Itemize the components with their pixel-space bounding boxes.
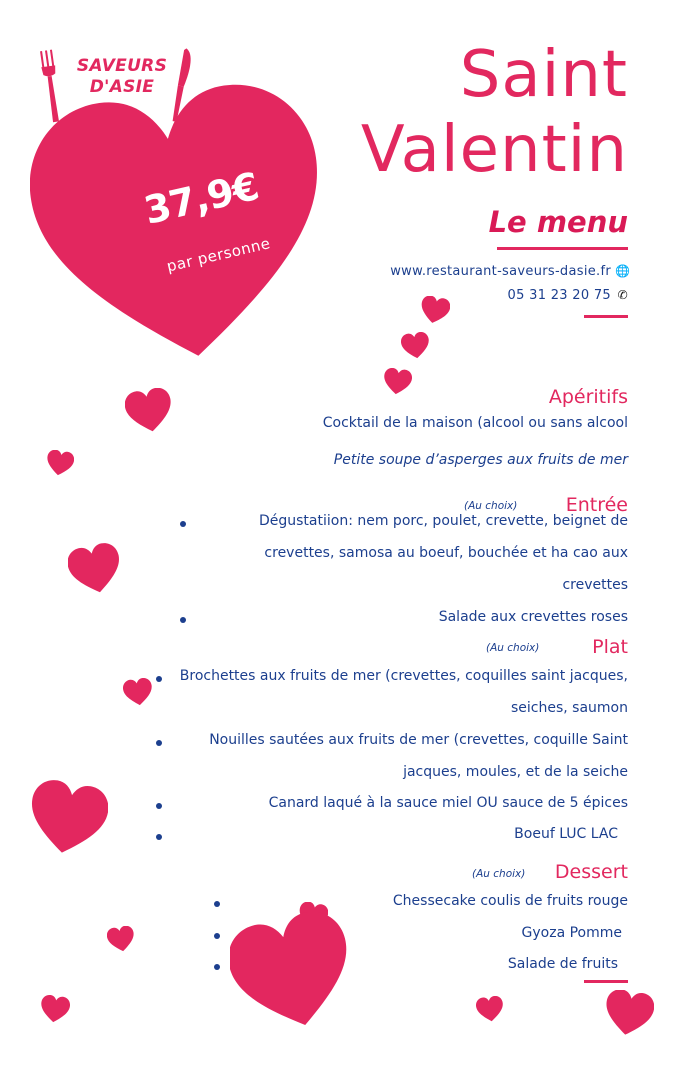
- entree-item-line: Dégustatiion: nem porc, poulet, crevette, beignet de: [258, 513, 628, 529]
- heart-icon: [476, 996, 504, 1022]
- entree-item-line: Salade aux crevettes roses: [438, 609, 628, 625]
- list-bullet: [214, 933, 220, 939]
- aperitif-item: Petite soupe d’asperges aux fruits de mer: [333, 452, 628, 468]
- plat-item-line: Boeuf LUC LAC: [514, 826, 618, 842]
- plat-item-line: Brochettes aux fruits de mer (crevettes, coquilles saint jacques,: [179, 668, 628, 684]
- plat-item-line: jacques, moules, et de la seiche: [403, 764, 628, 780]
- website-text[interactable]: www.restaurant-saveurs-dasie.fr: [390, 264, 611, 279]
- dessert-item-line: Salade de fruits: [507, 956, 618, 972]
- heart-icon: [68, 543, 122, 595]
- title-line-2: Valentin: [360, 113, 628, 187]
- section-title-plat: Plat: [592, 636, 628, 658]
- phone-line: [508, 288, 628, 303]
- heart-icon: [383, 368, 412, 395]
- title-line-1: Saint: [459, 38, 628, 112]
- list-bullet: [156, 740, 162, 746]
- price-unit: par personne: [165, 234, 273, 276]
- list-bullet: [214, 964, 220, 970]
- list-bullet: [156, 676, 162, 682]
- section-title-aperitifs: Apéritifs: [548, 386, 628, 408]
- entree-choice-label: (Au choix): [464, 500, 518, 512]
- price-amount: 37,9€: [140, 164, 263, 233]
- heart-icon: [420, 296, 450, 324]
- phone-text[interactable]: 05 31 23 20 75: [507, 288, 611, 303]
- dessert-item-line: Chessecake coulis de fruits rouge: [392, 893, 628, 909]
- heart-icon: [125, 388, 173, 433]
- aperitif-item: Cocktail de la maison (alcool ou sans alcool: [322, 415, 628, 431]
- website-line: [390, 264, 631, 279]
- contact-rule: [584, 315, 628, 318]
- heart-icon: [107, 926, 135, 952]
- phone-icon: ✆: [617, 288, 628, 302]
- dessert-item-line: Gyoza Pomme: [521, 925, 622, 941]
- list-bullet: [180, 521, 186, 527]
- heart-icon: [604, 990, 654, 1036]
- menu-subtitle: Le menu: [488, 205, 628, 239]
- brand-line-1: SAVEURS: [76, 56, 168, 76]
- heart-icon: [123, 678, 153, 706]
- list-bullet: [180, 617, 186, 623]
- plat-item-line: seiches, saumon: [511, 700, 628, 716]
- heart-icon: [46, 450, 74, 476]
- plat-item-line: Canard laqué à la sauce miel OU sauce de 5 épices: [268, 795, 628, 811]
- list-bullet: [156, 834, 162, 840]
- plat-item-line: Nouilles sautées aux fruits de mer (crevettes, coquille Saint: [209, 732, 628, 748]
- subtitle-rule: [497, 247, 628, 250]
- brand-logo: [52, 56, 192, 98]
- heart-icon: [28, 780, 108, 856]
- heart-icon: [401, 332, 430, 359]
- globe-icon: 🌐: [615, 264, 631, 278]
- list-bullet: [214, 901, 220, 907]
- heart-icon: [230, 912, 354, 1032]
- dessert-choice-label: (Au choix): [472, 868, 526, 880]
- section-title-dessert: Dessert: [554, 861, 628, 883]
- heart-icon: [40, 994, 70, 1024]
- list-bullet: [156, 803, 162, 809]
- entree-item-line: crevettes: [562, 577, 628, 593]
- plat-choice-label: (Au choix): [486, 642, 540, 654]
- section-title-entree: Entrée: [565, 494, 628, 516]
- footer-rule: [584, 980, 628, 983]
- entree-item-line: crevettes, samosa au boeuf, bouchée et ha cao aux: [264, 545, 628, 561]
- brand-line-2: D'ASIE: [89, 77, 155, 97]
